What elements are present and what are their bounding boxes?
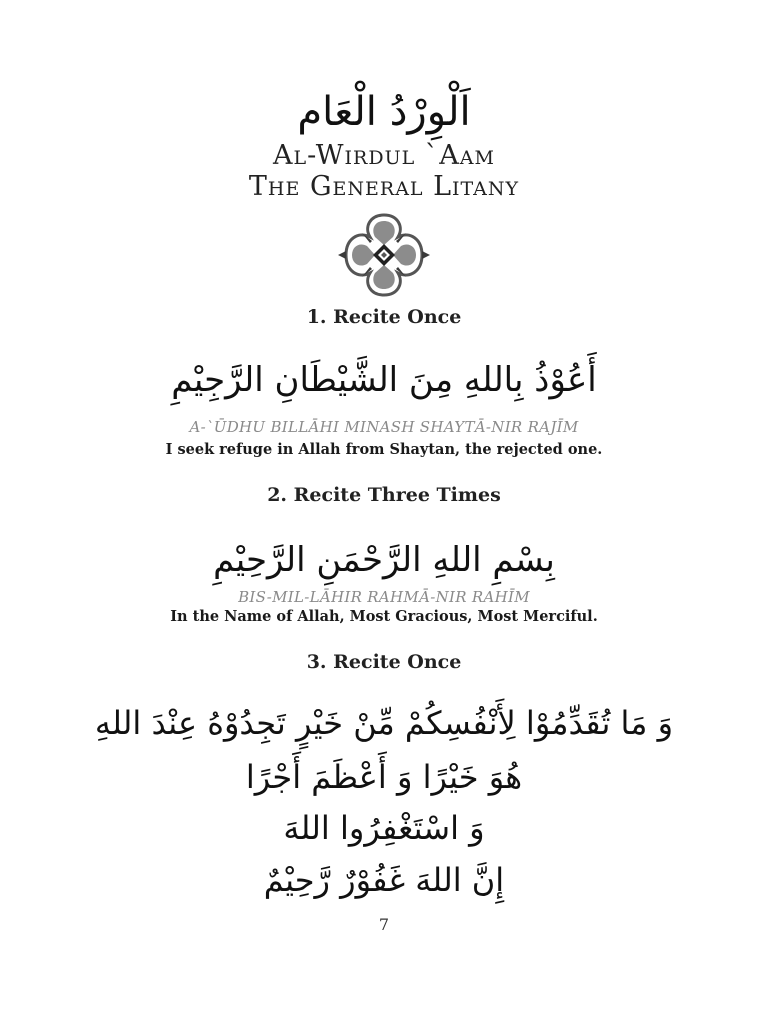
section-2-translation: In the Name of Allah, Most Gracious, Most Merciful. xyxy=(170,608,598,625)
section-1-transliteration: A-`ŪDHU BILLĀHI MINASH SHAYTĀ-NIR RAJĪM xyxy=(189,418,579,436)
arabesque-ornament-icon xyxy=(334,212,434,298)
section-3-arabic-line-2: هُوَ خَيْرًا وَ أَعْظَمَ أَجْرًا xyxy=(245,758,523,796)
section-2-heading: 2. Recite Three Times xyxy=(267,484,501,506)
section-1-translation: I seek refuge in Allah from Shaytan, the rejected one. xyxy=(165,441,603,458)
section-2-arabic: بِسْمِ اللهِ الرَّحْمَنِ الرَّحِيْمِ xyxy=(213,540,555,580)
section-1-heading: 1. Recite Once xyxy=(306,306,462,328)
title-english: The General Litany xyxy=(248,171,520,202)
title-transliteration: Al-Wirdul `Aam xyxy=(273,140,495,171)
page-number: 7 xyxy=(378,915,390,934)
section-2-transliteration: BIS-MIL-LĀHIR RAHMĀ-NIR RAHĪM xyxy=(238,588,530,606)
title-arabic: اَلْوِرْدُ الْعَام xyxy=(297,89,471,135)
section-1-arabic: أَعُوْذُ بِاللهِ مِنَ الشَّيْطَانِ الرَّجِيْمِ xyxy=(171,360,597,400)
section-3-arabic-line-3: وَ اسْتَغْفِرُوا اللهَ xyxy=(283,809,485,847)
section-3-heading: 3. Recite Once xyxy=(306,651,462,673)
section-3-arabic-line-1: وَ مَا تُقَدِّمُوْا لِأَنْفُسِكُمْ مِّنْ خَيْرٍ تَجِدُوْهُ عِنْدَ اللهِ xyxy=(94,704,674,742)
section-3-arabic-line-4: إِنَّ اللهَ غَفُوْرٌ رَّحِيْمٌ xyxy=(263,861,505,899)
